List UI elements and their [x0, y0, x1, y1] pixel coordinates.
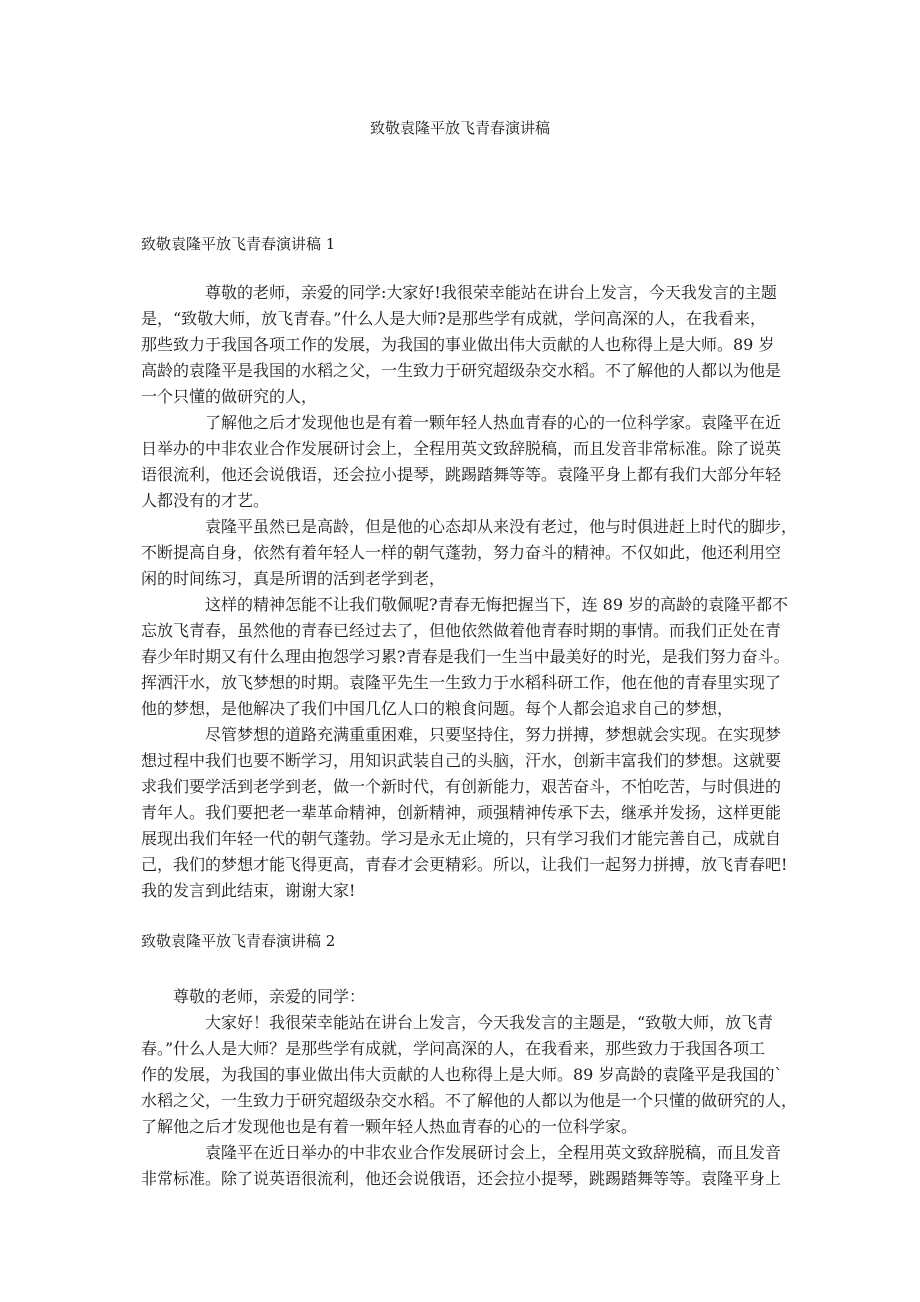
text-line: 己，我们的梦想才能飞得更高，青春才会更精彩。所以，让我们一起努力拼搏，放飞青春吧!	[141, 855, 788, 874]
document-title: 致敬袁隆平放飞青春演讲稿	[369, 119, 550, 137]
paragraph	[141, 1010, 801, 1140]
text-line: 是，“致敬大师，放飞青春。”什么人是大师?是那些学有成就，学问高深的人，在我看来，	[141, 309, 766, 328]
text-line: 尽管梦想的道路充满重重困难，只要坚持住，努力拼搏，梦想就会实现。在实现梦	[205, 725, 782, 744]
text-line: 想过程中我们也要不断学习，用知识武装自己的头脑，汗水，创新丰富我们的梦想。这就要	[141, 751, 782, 770]
paragraph	[141, 1140, 801, 1192]
text-line: 不断提高自身，依然有着年轻人一样的朝气蓬勃，努力奋斗的精神。不仅如此，他还利用空	[141, 543, 782, 562]
text-line: 求我们要学活到老学到老，做一个新时代，有创新能力，艰苦奋斗，不怕吃苦，与时俱进的	[141, 777, 782, 796]
text-line: 他的梦想，是他解决了我们中国几亿人口的粮食问题。每个人都会追求自己的梦想，	[141, 699, 734, 718]
text-line: 语很流利，他还会说俄语，还会拉小提琴，跳踢踏舞等等。袁隆平身上都有我们大部分年轻	[141, 465, 782, 484]
paragraph	[141, 722, 801, 904]
text-line: 大家好！我很荣幸能站在讲台上发言，今天我发言的主题是，“致敬大师，放飞青	[205, 1013, 774, 1032]
text-line: 忘放飞青春，虽然他的青春已经过去了，但他依然做着他青春时期的事情。而我们正处在青	[141, 621, 782, 640]
text-line: 高龄的袁隆平是我国的水稻之父，一生致力于研究超级杂交水稻。不了解他的人都以为他是	[141, 361, 782, 380]
text-line: 挥洒汗水，放飞梦想的时期。袁隆平先生一生致力于水稻科研工作，他在他的青春里实现了	[141, 673, 782, 692]
text-line: 尊敬的老师，亲爱的同学：	[173, 987, 366, 1006]
text-line: 我的发言到此结束，谢谢大家!	[141, 881, 356, 900]
text-line: 那些致力于我国各项工作的发展，为我国的事业做出伟大贡献的人也称得上是大师。89 岁	[141, 335, 775, 354]
text-line: 闲的时间练习，真是所谓的活到老学到老，	[141, 569, 446, 588]
paragraph	[141, 592, 801, 722]
text-line: 袁隆平虽然已是高龄，但是他的心态却从来没有老过，他与时俱进赶上时代的脚步，	[205, 517, 798, 536]
text-line: 日举办的中非农业合作发展研讨会上，全程用英文致辞脱稿，而且发音非常标准。除了说英	[141, 439, 782, 458]
text-line: 水稻之父，一生致力于研究超级杂交水稻。不了解他的人都以为他是一个只懂的做研究的人，	[141, 1091, 798, 1110]
text-line: 作的发展，为我国的事业做出伟大贡献的人也称得上是大师。89 岁高龄的袁隆平是我国的`	[141, 1065, 783, 1084]
section-heading-2: 致敬袁隆平放飞青春演讲稿 2	[141, 932, 336, 950]
paragraph	[141, 410, 801, 514]
paragraph	[141, 280, 801, 410]
text-line: 一个只懂的做研究的人，	[141, 387, 318, 406]
text-line: 尊敬的老师，亲爱的同学:大家好!我很荣幸能站在讲台上发言，今天我发言的主题	[205, 283, 777, 302]
text-line: 非常标准。除了说英语很流利，他还会说俄语，还会拉小提琴，跳踢踏舞等等。袁隆平身上	[141, 1169, 782, 1188]
section-heading-1: 致敬袁隆平放飞青春演讲稿 1	[141, 235, 336, 253]
text-line: 青年人。我们要把老一辈革命精神，创新精神，顽强精神传承下去，继承并发扬，这样更能	[141, 803, 782, 822]
paragraph	[141, 514, 801, 592]
text-line: 这样的精神怎能不让我们敬佩呢?青春无悔把握当下，连 89 岁的高龄的袁隆平都不	[205, 595, 789, 614]
text-line: 春少年时期又有什么理由抱怨学习累?青春是我们一生当中最美好的时光，是我们努力奋斗。	[141, 647, 790, 666]
text-line: 了解他之后才发现他也是有着一颗年轻人热血青春的心的一位科学家。袁隆平在近	[205, 413, 782, 432]
text-line: 春。”什么人是大师？是那些学有成就，学问高深的人，在我看来，那些致力于我国各项工	[141, 1039, 766, 1058]
paragraph	[141, 984, 801, 1010]
text-line: 了解他之后才发现他也是有着一颗年轻人热血青春的心的一位科学家。	[141, 1117, 638, 1136]
text-line: 展现出我们年轻一代的朝气蓬勃。学习是永无止境的，只有学习我们才能完善自己，成就自	[141, 829, 782, 848]
text-line: 人都没有的才艺。	[141, 491, 270, 510]
section-body-2	[141, 984, 801, 1192]
section-body-1	[141, 280, 801, 904]
text-line: 袁隆平在近日举办的中非农业合作发展研讨会上，全程用英文致辞脱稿，而且发音	[205, 1143, 782, 1162]
